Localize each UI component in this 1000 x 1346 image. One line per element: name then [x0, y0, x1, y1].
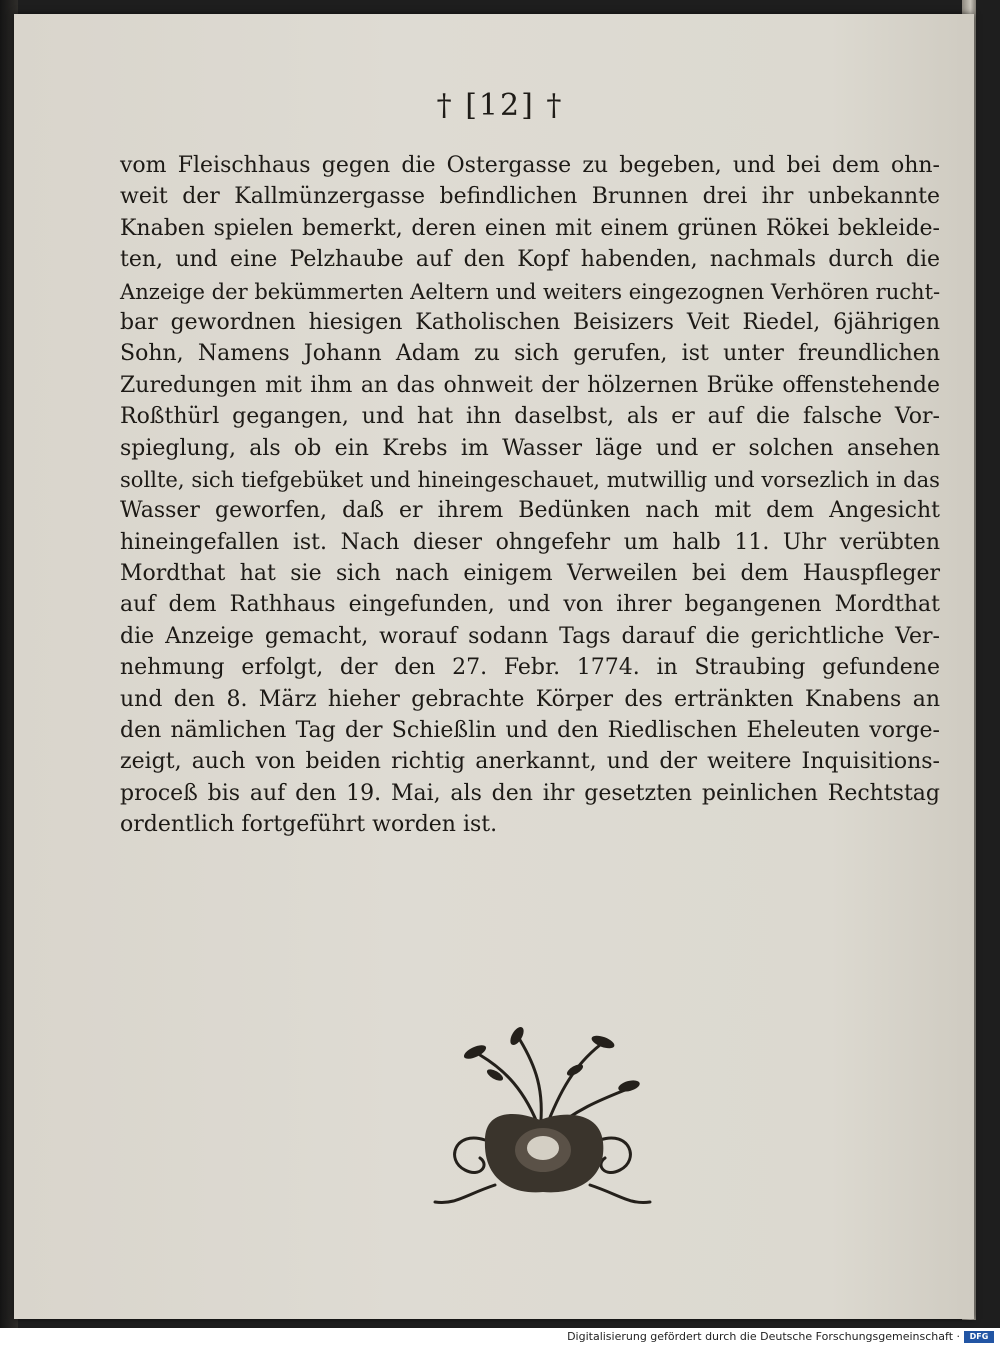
text-line: ordentlich fortgeführt worden ist. [120, 812, 498, 838]
text-line: Roßthürl gegangen, und hat ihn daselbst, als er auf die falsche Vor- [120, 404, 940, 430]
text-line: zeigt, auch von beiden richtig anerkannt, und der weitere Inquisitions- [120, 749, 940, 775]
page-body [120, 150, 940, 841]
funding-notice: Digitalisierung gefördert durch die Deutsche Forschungsgemeinschaft · [567, 1330, 960, 1343]
text-line: hineingefallen ist. Nach dieser ohngefehr um halb 11. Uhr verübten [120, 529, 940, 555]
text-line: sollte, sich tiefgebüket und hineingeschauet, mutwillig und vorsezlich in das [120, 466, 940, 492]
page-header: † [12] † [436, 88, 564, 123]
text-line: Knaben spielen bemerkt, deren einen mit einem grünen Rökei bekleide- [120, 215, 940, 241]
footer-bar [0, 1328, 1000, 1346]
text-line: Zuredungen mit ihm an das ohnweit der hölzernen Brüke offenstehende [120, 372, 940, 398]
text-line: die Anzeige gemacht, worauf sodann Tags darauf die gerichtliche Ver- [120, 623, 940, 649]
floral-vignette-icon [425, 1020, 655, 1210]
text-line: auf dem Rathhaus eingefunden, und von ihrer begangenen Mordthat [120, 592, 940, 618]
text-line: Mordthat hat sie sich nach einigem Verweilen bei dem Hauspfleger [120, 561, 940, 587]
text-line: spieglung, als ob ein Krebs im Wasser läge und er solchen ansehen [120, 435, 940, 461]
text-line: bar gewordnen hiesigen Katholischen Beisizers Veit Riedel, 6jährigen [120, 309, 940, 335]
text-line: Anzeige der bekümmerten Aeltern und weiters eingezognen Verhören rucht- [120, 278, 941, 304]
text-line: weit der Kallmünzergasse befindlichen Brunnen drei ihr unbekannte [120, 184, 940, 210]
text-line: Sohn, Namens Johann Adam zu sich gerufen, ist unter freundlichen [120, 341, 940, 367]
text-line: den nämlichen Tag der Schießlin und den Riedlischen Eheleuten vorge- [120, 718, 940, 744]
dfg-logo: DFG [964, 1331, 994, 1343]
text-line: nehmung erfolgt, der den 27. Febr. 1774. in Straubing gefundene [120, 655, 940, 681]
text-line: proceß bis auf den 19. Mai, als den ihr gesetzten peinlichen Rechtstag [120, 780, 940, 806]
text-line: vom Fleischhaus gegen die Ostergasse zu begeben, und bei dem ohn- [120, 153, 940, 178]
text-line: Wasser geworfen, daß er ihrem Bedünken nach mit dem Angesicht [120, 498, 940, 524]
text-line: und den 8. März hieher gebrachte Körper des ertränkten Knabens an [120, 686, 940, 712]
text-line: ten, und eine Pelzhaube auf den Kopf habenden, nachmals durch die [120, 247, 940, 273]
